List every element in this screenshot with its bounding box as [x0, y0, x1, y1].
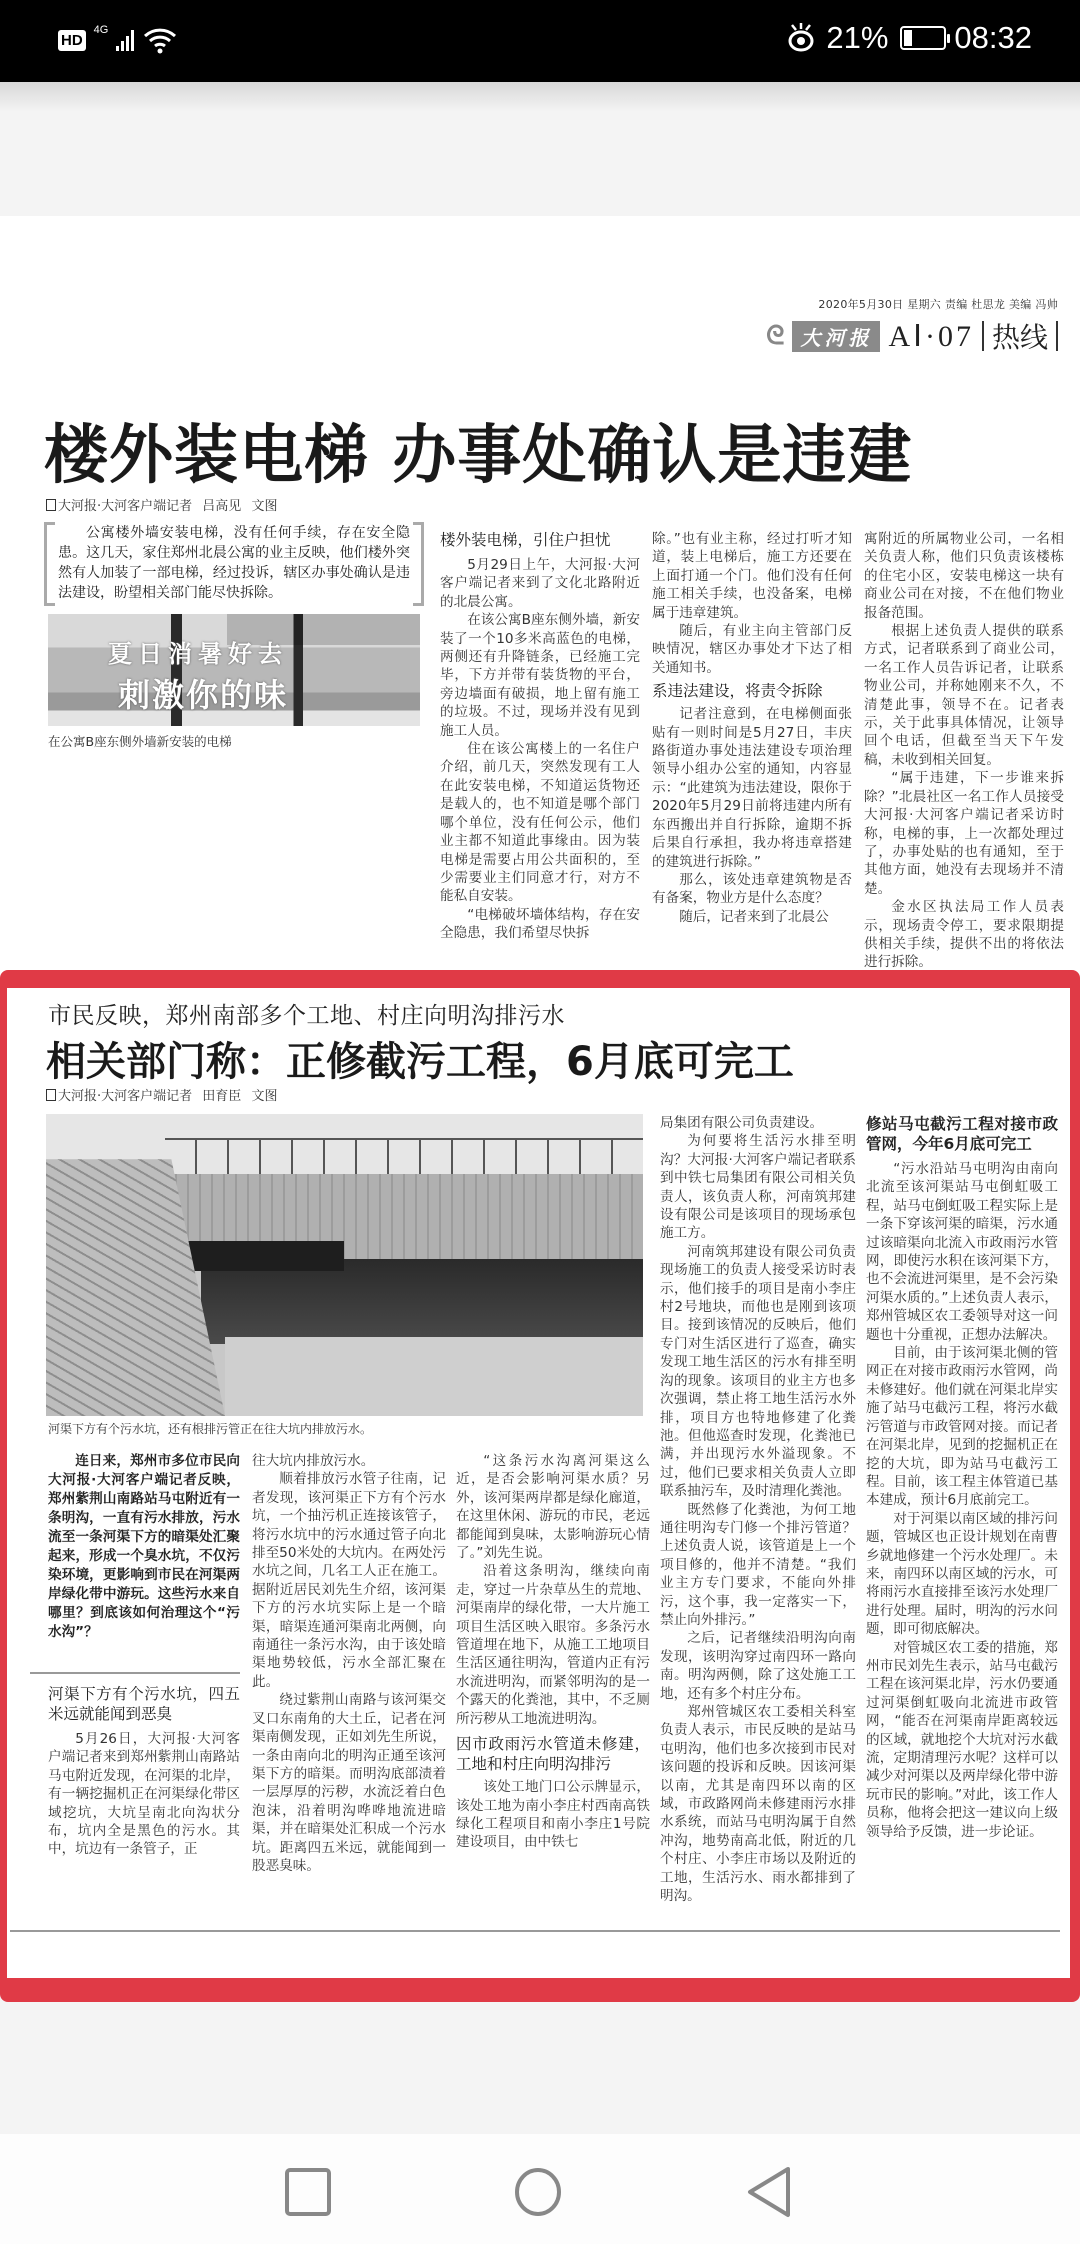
article2-byline [46, 1085, 277, 1104]
section-name: 热线 [991, 321, 1048, 354]
article2-subhead: 河渠下方有个污水坑，四五米远就能闻到恶臭 [48, 1685, 240, 1723]
article2-intro [48, 1452, 240, 1642]
article2-photo-caption: 河渠下方有个污水坑，还有根排污管正在往大坑内排放污水。 [48, 1422, 373, 1436]
article1-photo-elevator [48, 614, 420, 726]
intro-text: 连日来，郑州市多位市民向大河报·大河客户端记者反映，郑州紫荆山南路站马屯附近有一条明沟，一直有污水排放，污水流至一条河渠下方的暗渠处汇聚起来，形成一个臭水坑，不仅污染环境，更影响到市民在河渠两岸绿化带中游玩。这些污水来自哪里？到底该如何治理这个“污水沟”？ [48, 1453, 240, 1640]
article1-subhead: 系违法建设，将责令拆除 [652, 682, 823, 701]
lede-text: 公寓楼外墙安装电梯，没有任何手续，存在安全隐患。这几天，家住郑州北晨公寓的业主反映，他们楼外突然有人加装了一部电梯，经过投诉，辖区办事处确认是违法建设，盼望相关部门能尽快拆除。 [58, 525, 410, 601]
paragraph: “属于违建，下一步谁来拆除？”北晨社区一名工作人员接受大河报·大河客户端记者采访时称，电梯的事，上一次都处理过了，办事处贴的也有通知，至于其他方面，她没有去现场并不清楚。 [864, 770, 1064, 897]
hd-icon: HD [58, 30, 86, 51]
byline-box-icon [46, 1089, 56, 1101]
home-circle-icon[interactable] [514, 2166, 562, 2218]
paragraph: 随后，记者来到了北晨公 [679, 908, 829, 925]
byline-suffix: 文图 [251, 1089, 278, 1104]
article2-column-3 [456, 1452, 650, 1852]
masthead [766, 296, 1058, 356]
paragraph: 既然修了化粪池，为何工地通往明沟专门修一个排污管道？上述负责人说，该管道是上一个项目修的，他并不清楚。“我们业主方专门要求，不能向外排污，这个事，我一定落实一下，禁止向外排污。” [660, 1501, 856, 1628]
eye-comfort-icon [784, 21, 818, 55]
byline-prefix: 大河报·大河客户端记者 [58, 499, 193, 514]
paragraph: “这条污水沟离河渠这么近，是否会影响河渠水质？另外，该河渠两岸都是绿化廊道，在这里休闲、游玩的市民，老远都能闻到臭味，太影响游玩心情了。”刘先生说。 [456, 1453, 650, 1562]
page-number: AⅠ·07 [888, 319, 974, 353]
status-left [58, 26, 178, 54]
article2-kicker: 市民反映，郑州南部多个工地、村庄向明沟排污水 [48, 1003, 565, 1029]
article2-subhead: 因市政雨污水管道未修建，工地和村庄向明沟排污 [456, 1735, 650, 1774]
battery-icon [900, 26, 946, 50]
paragraph: 根据上述负责人提供的联系方式，记者联系到了商业公司，一名工作人员告诉记者，让联系物业公司，并称她刚来不久，不清楚此事，领导不在。记者表示，关于此事具体情况，让领导回个电话，但截至当天下午发稿，未收到相关回复。 [864, 623, 1064, 768]
masthead-divider [1056, 321, 1058, 351]
viewer-top-margin [0, 82, 1080, 216]
paragraph: 住在该公寓楼上的一名住户介绍，前几天，突然发现有工人在此安装电梯，不知道运货物还是载人的，也不知道是哪个部门哪个单位，没有任何公示，他们业主都不知道此事缘由。因为装电梯是需要占用公共面积的，至少需要业主们同意才行，对方不能私自安装。 [440, 741, 640, 905]
byline-box-icon [46, 499, 56, 511]
paragraph: 除。”也有业主称，经过打听才知道，装上电梯后，施工方还要在上面打通一个门。他们没有任何施工相关手续，也没备案，电梯属于违章建筑。 [652, 531, 852, 621]
photo-wall-text: 刺激你的味 [118, 676, 289, 714]
wifi-icon [142, 26, 178, 54]
article1-headline: 楼外装电梯 办事处确认是违建 [44, 419, 913, 493]
paragraph: 目前，由于该河渠北侧的管网正在对接市政雨污水管网，尚未修建好。他们就在河渠北岸实施了站马屯截污工程，将污水截污管道与市政管网对接。而记者在河渠北岸，见到的挖掘机正在挖的大坑，即为站马屯截污工程。目前，该工程主体管道已基本建成，预计6月底前完工。 [866, 1345, 1058, 1509]
status-right [784, 20, 1032, 56]
newspaper-logo: 大河报 [792, 321, 880, 352]
paragraph: 河南筑邦建设有限公司负责现场施工的负责人接受采访时表示，他们接手的项目是南小李庄村2号地块，而他也是刚到该项目。接到该情况的反映后，他们专门对生活区进行了巡查，确实发现工地生活区的污水有排至明沟的现象。该项目的业主方也多次强调，禁止将工地生活污水外排，项目方也特地修建了化粪池。但他巡查时发现，化粪池已满，并出现污水外溢现象。不过，他们已要求相关负责人立即联系抽污车，及时清理化粪池。 [660, 1243, 856, 1500]
photo-wall-text: 夏日消暑好去 [108, 639, 288, 668]
byline-prefix: 大河报·大河客户端记者 [58, 1089, 193, 1104]
paragraph: “电梯破坏墙体结构，存在安全隐患，我们希望尽快拆 [440, 906, 640, 942]
article2-headline: 相关部门称：正修截污工程，6月底可完工 [46, 1039, 794, 1085]
clock: 08:32 [954, 20, 1032, 55]
recents-square-icon[interactable] [284, 2166, 332, 2218]
article2-subhead: 修站马屯截污工程对接市政管网，今年6月底可完工 [866, 1115, 1058, 1153]
battery-percent: 21% [826, 20, 889, 55]
status-bar [0, 0, 1080, 82]
article2-column-4 [660, 1114, 856, 1905]
paragraph: 在该公寓B座东侧外墙，新安装了一个10多米高蓝色的电梯，两侧还有升降链条，已经施工完毕，下方并带有装货物的平台，旁边墙面有破损，地上留有施工的垃圾。不过，现场并没有见到施工人员。 [440, 612, 640, 739]
paragraph: 记者注意到，在电梯侧面张贴有一则时间是5月27日，丰庆路街道办事处违法建设专项治理领导小组办公室的通知，内容显示：“此建筑为违法建设，限你于2020年5月29日前将违建内所有东西搬出并自行拆除，逾期不拆后果自行承担，我办将违章搭建的建筑进行拆除。” [652, 706, 852, 870]
paragraph: 绕过紫荆山南路与该河渠交叉口东南角的大土丘，记者在河渠南侧发现，正如刘先生所说，一条由南向北的明沟正通至该河渠下方的暗渠。而明沟底部渍着一层厚厚的污秽，水流泛着白色泡沫，沿着明沟哗哗地流进暗渠，并在暗渠处汇积成一个污水坑。距离四五米远，就能闻到一股恶臭味。 [252, 1692, 446, 1874]
paragraph: 那么，该处违章建筑物是否有备案，物业方是什么态度？ [652, 871, 852, 907]
masthead-divider [982, 321, 984, 351]
issue-meta: 2020年5月30日 星期六 责编 杜思龙 美编 冯帅 [818, 298, 1058, 311]
paragraph: 沿着这条明沟，继续向南走，穿过一片杂草丛生的荒地、河渠南岸的绿化带，一大片施工项目生活区映入眼帘。多条污水管道埋在地下，从施工工地项目生活区通往明沟，管道内正有污水流进明沟，而紧邻明沟的是一个露天的化粪池，其中，不乏厕所污秽从工地流进明沟。 [456, 1563, 650, 1727]
paragraph: 往大坑内排放污水。 [252, 1453, 375, 1469]
paragraph: 郑州管城区农工委相关科室负责人表示，市民反映的是站马屯明沟，他们也多次接到市民对该问题的投诉和反映。因该河渠以南，尤其是南四环以南的区域，市政路网尚未修建雨污水排水系统，而站马屯明沟属于自然冲沟，地势南高北低，附近的几个村庄、小李庄市场以及附近的工地，生活污水、雨水都排到了明沟。 [660, 1704, 856, 1905]
paragraph: 该处工地门口公示牌显示，该处工地为南小李庄村西南高铁绿化工程项目和南小李庄1号院建设项目，由中铁七 [456, 1779, 650, 1851]
paragraph: 为何要将生活污水排至明沟？大河报·大河客户端记者联系到中铁七局集团有限公司相关负责人，该负责人称，河南筑邦建设有限公司是该项目的现场承包施工方。 [660, 1133, 856, 1242]
paragraph: 5月29日上午，大河报·大河客户端记者来到了文化北路附近的北晨公寓。 [440, 557, 640, 610]
signal-icon [116, 29, 134, 51]
paragraph: “污水沿站马屯明沟由南向北流至该河渠站马屯倒虹吸工程，站马屯倒虹吸工程实际上是一条下穿该河渠的暗渠，污水通过该暗渠向北流入市政雨污水管网，即使污水积在该河渠下方，也不会流进河渠里，是不会污染河渠水质的。”上述负责人表示，郑州管城区农工委领导对这一问题也十分重视，正想办法解决。 [866, 1161, 1058, 1343]
network-type: 4G [93, 24, 109, 36]
article1-column-3 [652, 530, 852, 926]
article2-photo-sewage-pit [46, 1114, 643, 1416]
paragraph: 顺着排放污水管子往南，记者发现，该河渠正下方有个污水坑，一个抽污机正连接该管子，将污水坑中的污水通过管子向北排至50米处的大坑内。在两处污水坑之间，几名工人正在施工。据附近居民刘先生介绍，该河渠下方的污水坑实际上是一个暗渠，暗渠连通河渠南北两侧，向南通往一条污水沟，由于该处暗渠地势较低，污水全部汇聚在此。 [252, 1471, 447, 1690]
paragraph: 寓附近的所属物业公司，一名相关负责人称，他们只负责该楼栋的住宅小区，安装电梯这一块有商业公司在对接，不在他们物业报备范围。 [864, 531, 1064, 621]
column-divider [30, 1672, 240, 1674]
paragraph: 金水区执法局工作人员表示，现场责令停工，要求限期提供相关手续，提供不出的将依法进行拆除。 [864, 899, 1064, 971]
article1-photo-caption: 在公寓B座东侧外墙新安装的电梯 [48, 734, 232, 749]
article2-column-5 [866, 1114, 1058, 1841]
navigation-bar [0, 2134, 1080, 2244]
paragraph: 对管城区农工委的措施，郑州市民刘先生表示，站马屯截污工程在该河渠北岸，污水仍要通过河渠倒虹吸向北流进市政管网，“能否在河渠南岸距离较远的区域，就地挖个大坑对污水截流，定期清理污水呢？这样可以减少对河渠以及两岸绿化带中游玩市民的影响。”对此，该工作人员称，他将会把这一建议向上级领导给予反馈，进一步论证。 [866, 1639, 1058, 1840]
byline-author: 吕高见 [202, 499, 242, 514]
paragraph: 局集团有限公司负责建设。 [660, 1115, 824, 1131]
paragraph: 随后，有业主向主管部门反映情况，辖区办事处才下达了相关通知书。 [652, 623, 852, 676]
article1-byline [46, 495, 277, 514]
article1-column-2 [440, 530, 640, 943]
newspaper-logo-icon: ᘓ [766, 320, 785, 351]
paragraph: 对于河渠以南区域的排污问题，管城区也正设计规划在南曹乡就地修建一个污水处理厂。未来，南四环以南区域的污水，可将雨污水直接排至该污水处理厂进行处理。届时，明沟的污水问题，即可彻底解决。 [866, 1510, 1058, 1638]
battery-level-fill [904, 30, 912, 46]
article1-column-4 [864, 530, 1064, 972]
article2-column-2 [252, 1452, 446, 1875]
back-triangle-icon[interactable] [744, 2166, 792, 2218]
paragraph: 5月26日，大河报·大河客户端记者来到郑州紫荆山南路站马屯附近发现，在河渠的北岸，有一辆挖掘机正在河渠绿化带区域挖坑，大坑呈南北向沟状分布，坑内全是黑色的污水。其中，坑边有一条管子，正 [48, 1731, 240, 1858]
article2-column-1 [48, 1684, 240, 1859]
article1-lede [44, 522, 424, 606]
article1-subhead: 楼外装电梯，引住户担忧 [440, 531, 611, 549]
byline-author: 田育臣 [202, 1089, 242, 1104]
byline-suffix: 文图 [251, 499, 278, 514]
page-bottom-rule [10, 1930, 1060, 1932]
paragraph: 之后，记者继续沿明沟向南发现，该明沟穿过南四环一路向南。明沟两侧，除了这处施工工地，还有多个村庄分布。 [660, 1630, 856, 1702]
